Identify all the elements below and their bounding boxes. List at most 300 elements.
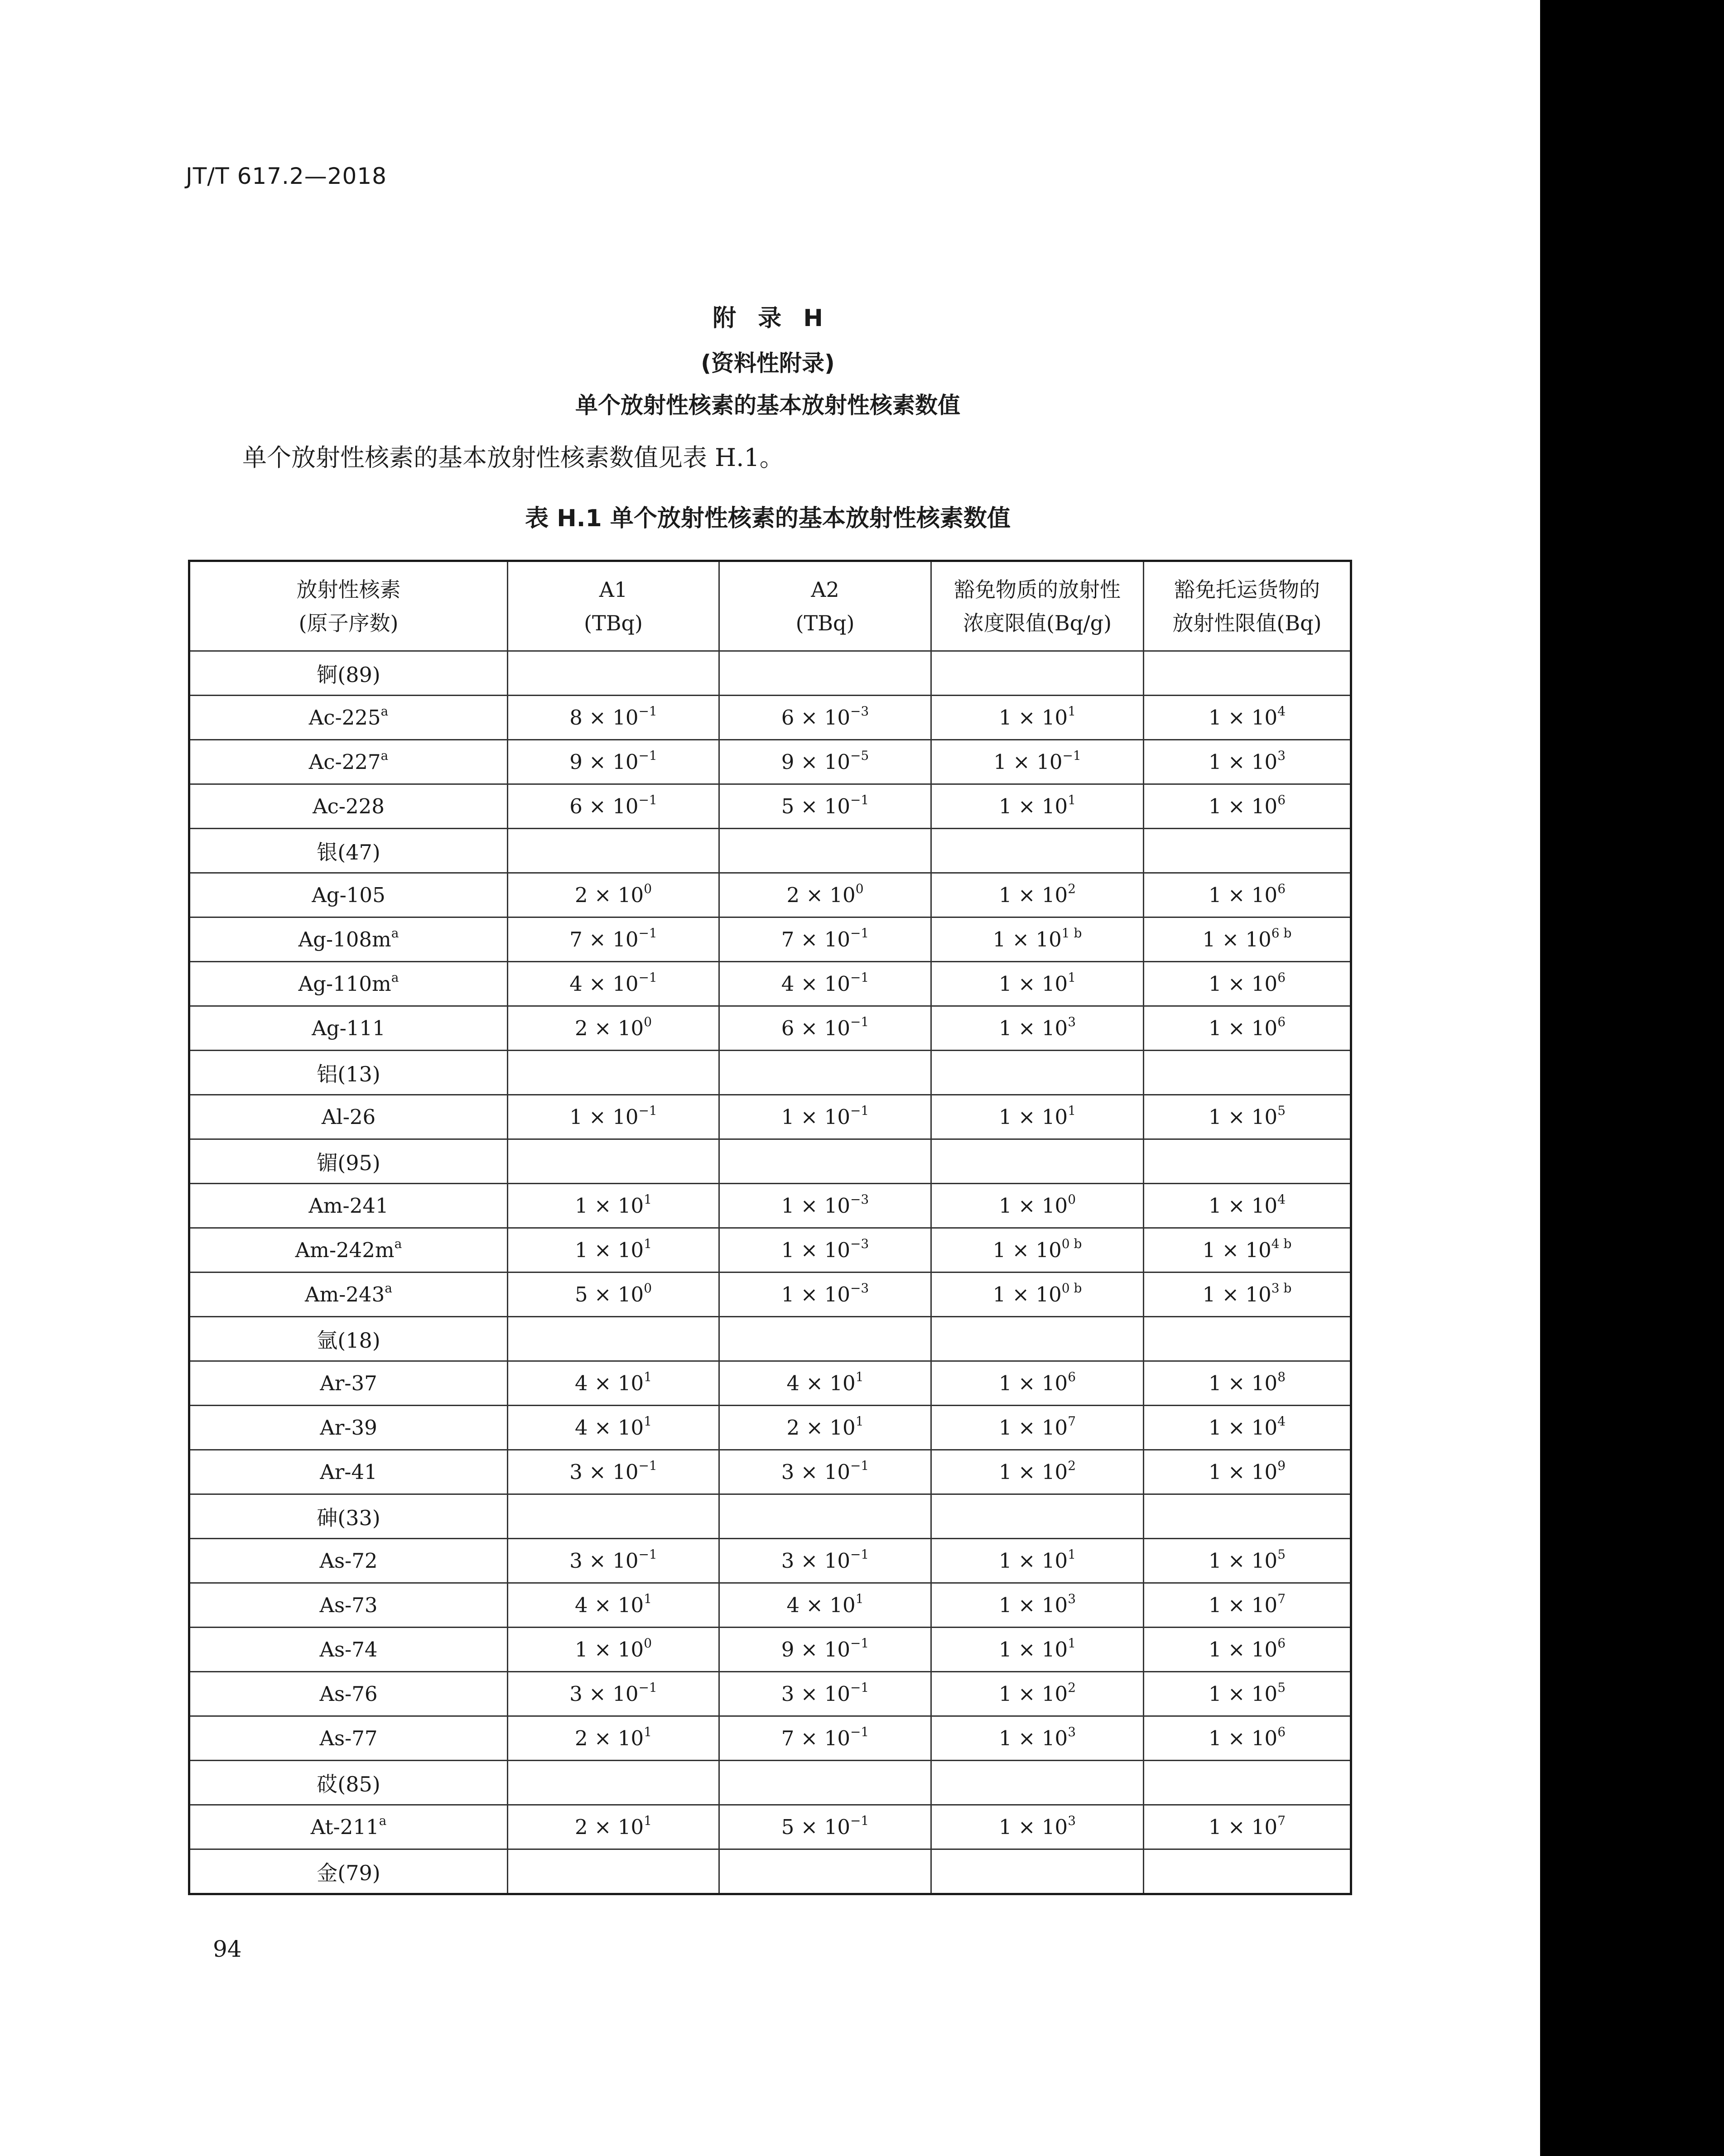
exempt-consignment-value (1144, 1228, 1351, 1272)
exponent-text: 4 (1271, 1236, 1280, 1251)
value-mantissa: 1 × 10 (998, 794, 1068, 818)
exponent-text: 1 (1068, 970, 1076, 985)
value-mantissa: 1 × 10 (1208, 1016, 1278, 1040)
value-exponent (1062, 926, 1082, 941)
header-line: 放射性核素 (296, 577, 401, 602)
nuclide-row (189, 1805, 1351, 1849)
nuclide-label: Ac-227 (308, 750, 381, 774)
value-mantissa: 2 × 10 (574, 883, 644, 907)
exponent-text: −1 (850, 792, 869, 807)
exponent-text: −1 (638, 970, 657, 985)
exponent-text: 1 (644, 1724, 652, 1739)
exponent-text: −1 (850, 1680, 869, 1695)
exponent-text: 0 (1068, 1192, 1076, 1207)
nuclide-label: Am-243 (305, 1282, 385, 1306)
value-mantissa: 1 × 10 (574, 1637, 644, 1661)
value-mantissa: 1 × 10 (1208, 972, 1278, 996)
value-exponent (638, 1547, 657, 1562)
exempt-consignment-value (1144, 1805, 1351, 1849)
nuclide-name (189, 917, 508, 962)
element-row (189, 1849, 1351, 1894)
a1-value (508, 1583, 719, 1628)
exempt-concentration-value (931, 1628, 1144, 1672)
value-exponent (1068, 792, 1076, 807)
footnote-mark: a (394, 1236, 402, 1251)
value-mantissa: 1 × 10 (998, 1016, 1068, 1040)
footnote-mark: b (1279, 926, 1292, 941)
value-exponent (1277, 1103, 1286, 1118)
nuclide-row (189, 1095, 1351, 1139)
exponent-text: 4 (1277, 704, 1286, 719)
a1-value (508, 873, 719, 917)
value-mantissa: 3 × 10 (781, 1549, 850, 1573)
exponent-text: 6 (1277, 970, 1286, 985)
value-mantissa: 3 × 10 (569, 1460, 639, 1484)
exempt-consignment-value (1144, 1539, 1351, 1583)
value-exponent (638, 926, 657, 941)
value-mantissa: 7 × 10 (781, 927, 850, 951)
nuclide-label: Ar-39 (320, 1416, 377, 1440)
value-mantissa: 2 × 10 (574, 1016, 644, 1040)
value-mantissa: 1 × 10 (1208, 1726, 1278, 1750)
nuclide-name (189, 1716, 508, 1761)
value-exponent (850, 1724, 869, 1739)
value-mantissa: 1 × 10 (574, 1238, 644, 1262)
a2-value (719, 740, 931, 784)
nuclide-name (189, 1583, 508, 1628)
footnote-mark: a (391, 926, 399, 941)
appendix-title: 附 录 H (713, 305, 823, 332)
element-name: 氩(18) (189, 1317, 508, 1361)
exponent-text: −1 (850, 970, 869, 985)
value-mantissa: 1 × 10 (1208, 1460, 1278, 1484)
value-exponent (850, 1103, 869, 1118)
exempt-consignment-value (1144, 1272, 1351, 1317)
value-mantissa: 3 × 10 (781, 1682, 850, 1706)
value-exponent (850, 970, 869, 985)
value-exponent (638, 1458, 657, 1473)
value-mantissa: 1 × 10 (1202, 1282, 1271, 1306)
exponent-text: 7 (1277, 1813, 1286, 1828)
value-mantissa: 1 × 10 (998, 1194, 1068, 1218)
value-mantissa: 1 × 10 (992, 927, 1062, 951)
exponent-text: 2 (1068, 881, 1076, 896)
exponent-text: −1 (850, 1636, 869, 1651)
exponent-text: 4 (1277, 1414, 1286, 1429)
nuclide-name (189, 740, 508, 784)
exponent-text: 0 (855, 881, 864, 896)
exponent-text: −1 (850, 1014, 869, 1029)
value-exponent (1068, 1103, 1076, 1118)
nuclide-name (189, 1672, 508, 1716)
value-exponent (1277, 1369, 1286, 1384)
element-name: 镅(95) (189, 1139, 508, 1184)
exempt-consignment-value (1144, 696, 1351, 740)
nuclide-table (188, 560, 1352, 1895)
exponent-text: −1 (638, 792, 657, 807)
value-mantissa: 4 × 10 (574, 1371, 644, 1395)
value-exponent (1068, 1636, 1076, 1651)
empty-cell (719, 651, 931, 696)
exponent-text: 1 (1068, 1547, 1076, 1562)
value-mantissa: 1 × 10 (1208, 1416, 1278, 1440)
a1-value (508, 1095, 719, 1139)
exponent-text: 3 (1068, 1813, 1076, 1828)
value-exponent (1062, 748, 1081, 763)
value-mantissa: 4 × 10 (574, 1416, 644, 1440)
a1-value (508, 1628, 719, 1672)
value-exponent (638, 748, 657, 763)
a2-value (719, 696, 931, 740)
exponent-text: 6 (1277, 1636, 1286, 1651)
a2-value (719, 1228, 931, 1272)
element-name: 砷(33) (189, 1494, 508, 1539)
exponent-text: −3 (850, 1192, 869, 1207)
value-exponent (644, 1414, 652, 1429)
value-mantissa: 1 × 10 (992, 1238, 1062, 1262)
nuclide-name (189, 962, 508, 1006)
exponent-text: −5 (850, 748, 869, 763)
empty-cell (931, 1494, 1144, 1539)
exponent-text: −1 (638, 1547, 657, 1562)
nuclide-row (189, 1450, 1351, 1494)
exponent-text: 0 (644, 1281, 652, 1296)
nuclide-label: Ar-41 (320, 1460, 377, 1484)
nuclide-label: Am-242m (295, 1238, 395, 1262)
element-row (189, 1051, 1351, 1095)
value-mantissa: 1 × 10 (1208, 1637, 1278, 1661)
value-mantissa: 1 × 10 (992, 1282, 1062, 1306)
element-name: 铝(13) (189, 1051, 508, 1095)
a1-value (508, 1716, 719, 1761)
exempt-consignment-value (1144, 1628, 1351, 1672)
element-row (189, 1761, 1351, 1805)
exempt-concentration-value (931, 1583, 1144, 1628)
value-mantissa: 7 × 10 (569, 927, 639, 951)
exponent-text: −1 (638, 1103, 657, 1118)
empty-cell (719, 829, 931, 873)
value-mantissa: 4 × 10 (786, 1371, 856, 1395)
value-mantissa: 1 × 10 (1208, 1815, 1278, 1839)
exponent-text: 5 (1277, 1103, 1286, 1118)
exempt-concentration-value (931, 1184, 1144, 1228)
nuclide-label: As-77 (319, 1726, 378, 1750)
value-exponent (644, 1724, 652, 1739)
standard-code: JT/T 617.2—2018 (186, 163, 387, 189)
value-exponent (644, 1636, 652, 1651)
header-line: A1 (599, 577, 628, 602)
exponent-text: 3 (1277, 748, 1286, 763)
value-mantissa: 9 × 10 (569, 750, 639, 774)
exponent-text: 6 (1277, 1724, 1286, 1739)
value-mantissa: 1 × 10 (998, 1549, 1068, 1573)
footnote-mark: a (391, 970, 399, 985)
exponent-text: 9 (1277, 1458, 1286, 1473)
value-mantissa: 8 × 10 (569, 706, 639, 730)
a1-value (508, 1272, 719, 1317)
value-mantissa: 1 × 10 (998, 1416, 1068, 1440)
value-exponent (1277, 1414, 1286, 1429)
nuclide-label: At-211 (310, 1815, 379, 1839)
value-exponent (644, 1591, 652, 1606)
value-mantissa: 5 × 10 (781, 1815, 850, 1839)
table-caption: 表 H.1 单个放射性核素的基本放射性核素数值 (525, 505, 1011, 532)
value-exponent (1068, 881, 1076, 896)
nuclide-label: As-72 (319, 1549, 378, 1573)
exempt-concentration-value (931, 1539, 1144, 1583)
value-mantissa: 1 × 10 (1208, 1194, 1278, 1218)
empty-cell (719, 1761, 931, 1805)
exponent-text: 7 (1068, 1414, 1076, 1429)
header-line: 豁免托运货物的 (1174, 577, 1320, 602)
value-exponent (1277, 1547, 1286, 1562)
empty-cell (508, 1139, 719, 1184)
value-mantissa: 1 × 10 (1202, 927, 1271, 951)
a2-value (719, 1361, 931, 1406)
empty-cell (1144, 1761, 1351, 1805)
value-mantissa: 5 × 10 (781, 794, 850, 818)
value-mantissa: 1 × 10 (781, 1238, 850, 1262)
value-exponent (850, 704, 869, 719)
nuclide-row (189, 873, 1351, 917)
value-mantissa: 1 × 10 (1208, 883, 1278, 907)
exempt-consignment-value (1144, 1406, 1351, 1450)
nuclide-name (189, 1272, 508, 1317)
exempt-concentration-value (931, 1272, 1144, 1317)
nuclide-row (189, 1583, 1351, 1628)
value-mantissa: 1 × 10 (998, 1726, 1068, 1750)
exponent-text: 6 (1277, 881, 1286, 896)
value-exponent (1068, 970, 1076, 985)
exponent-text: −3 (850, 704, 869, 719)
a1-value (508, 1006, 719, 1051)
value-mantissa: 1 × 10 (1208, 706, 1278, 730)
nuclide-label: Ag-111 (312, 1016, 385, 1040)
value-mantissa: 1 × 10 (1208, 1593, 1278, 1617)
header-line: 豁免物质的放射性 (954, 577, 1121, 602)
value-exponent (1068, 1680, 1076, 1695)
exponent-text: 3 (1271, 1281, 1280, 1296)
footnote-mark: b (1279, 1236, 1292, 1251)
exponent-text: 5 (1277, 1547, 1286, 1562)
exempt-consignment-value (1144, 1672, 1351, 1716)
exempt-concentration-value (931, 917, 1144, 962)
nuclide-name (189, 696, 508, 740)
nuclide-row (189, 1406, 1351, 1450)
a2-value (719, 1583, 931, 1628)
value-exponent (1277, 704, 1286, 719)
value-mantissa: 1 × 10 (998, 1593, 1068, 1617)
a2-value (719, 1006, 931, 1051)
nuclide-name (189, 1539, 508, 1583)
a2-value (719, 873, 931, 917)
nuclide-row (189, 1539, 1351, 1583)
nuclide-row (189, 1184, 1351, 1228)
nuclide-label: Ag-105 (312, 883, 385, 907)
value-exponent (1068, 1591, 1076, 1606)
value-exponent (638, 792, 657, 807)
a1-value (508, 1805, 719, 1849)
value-exponent (644, 1192, 652, 1207)
value-exponent (850, 748, 869, 763)
empty-cell (1144, 1051, 1351, 1095)
footnote-mark: b (1069, 1281, 1082, 1296)
exponent-text: −1 (850, 1724, 869, 1739)
exponent-text: 5 (1277, 1680, 1286, 1695)
a1-value (508, 1361, 719, 1406)
exempt-concentration-value (931, 696, 1144, 740)
a2-value (719, 1805, 931, 1849)
value-mantissa: 4 × 10 (574, 1593, 644, 1617)
nuclide-label: Am-241 (308, 1194, 389, 1218)
value-mantissa: 1 × 10 (1202, 1238, 1271, 1262)
empty-cell (508, 1761, 719, 1805)
value-exponent (850, 1547, 869, 1562)
a2-value (719, 1539, 931, 1583)
exponent-text: 1 (1068, 1636, 1076, 1651)
exponent-text: 1 (1061, 926, 1070, 941)
nuclide-label: As-74 (319, 1637, 378, 1661)
footnote-mark: a (379, 1813, 387, 1828)
value-exponent (1068, 704, 1076, 719)
empty-cell (719, 1317, 931, 1361)
exempt-consignment-value (1144, 1716, 1351, 1761)
value-mantissa: 1 × 10 (1208, 1371, 1278, 1395)
nuclide-row (189, 696, 1351, 740)
value-exponent (1277, 970, 1286, 985)
value-exponent (850, 1458, 869, 1473)
value-exponent (1277, 792, 1286, 807)
exempt-consignment-value (1144, 1184, 1351, 1228)
empty-cell (719, 1051, 931, 1095)
exponent-text: 0 (644, 1636, 652, 1651)
empty-cell (931, 1139, 1144, 1184)
a2-value (719, 1450, 931, 1494)
exempt-concentration-value (931, 1406, 1144, 1450)
value-mantissa: 1 × 10 (998, 1637, 1068, 1661)
table-body (189, 651, 1351, 1894)
exempt-concentration-value (931, 1450, 1144, 1494)
value-exponent (856, 1591, 864, 1606)
nuclide-row (189, 962, 1351, 1006)
value-exponent (1277, 748, 1286, 763)
empty-cell (931, 1761, 1144, 1805)
empty-cell (508, 651, 719, 696)
value-mantissa: 1 × 10 (1208, 1682, 1278, 1706)
value-exponent (1068, 1547, 1076, 1562)
exponent-text: −3 (850, 1281, 869, 1296)
a1-value (508, 1228, 719, 1272)
exponent-text: 1 (1068, 1103, 1076, 1118)
exponent-text: 6 (1068, 1369, 1076, 1384)
a2-value (719, 962, 931, 1006)
value-mantissa: 1 × 10 (1208, 1549, 1278, 1573)
a1-value (508, 696, 719, 740)
empty-cell (931, 1849, 1144, 1894)
exponent-text: −1 (850, 1458, 869, 1473)
exempt-consignment-value (1144, 1006, 1351, 1051)
empty-cell (1144, 1317, 1351, 1361)
exponent-text: 0 (644, 881, 652, 896)
exponent-text: −1 (850, 1103, 869, 1118)
value-mantissa: 2 × 10 (786, 883, 856, 907)
a1-value (508, 1406, 719, 1450)
exempt-consignment-value (1144, 1450, 1351, 1494)
footnote-mark: a (385, 1281, 392, 1296)
footnote-mark: b (1069, 926, 1082, 941)
exponent-text: 1 (855, 1591, 864, 1606)
a2-value (719, 1716, 931, 1761)
nuclide-row (189, 1006, 1351, 1051)
exponent-text: −1 (1062, 748, 1081, 763)
a1-value (508, 784, 719, 829)
value-exponent (644, 1014, 652, 1029)
exponent-text: 1 (644, 1813, 652, 1828)
empty-cell (719, 1849, 931, 1894)
value-mantissa: 2 × 10 (574, 1815, 644, 1839)
a2-value (719, 1672, 931, 1716)
a2-value (719, 1272, 931, 1317)
value-exponent (850, 926, 869, 941)
a2-value (719, 784, 931, 829)
header-nuclide (189, 561, 508, 651)
element-name: 锕(89) (189, 651, 508, 696)
a2-value (719, 1095, 931, 1139)
exempt-concentration-value (931, 740, 1144, 784)
nuclide-row (189, 1272, 1351, 1317)
empty-cell (508, 1494, 719, 1539)
value-mantissa: 9 × 10 (781, 750, 850, 774)
value-mantissa: 1 × 10 (993, 750, 1063, 774)
value-exponent (850, 1680, 869, 1695)
empty-cell (1144, 1139, 1351, 1184)
empty-cell (508, 1051, 719, 1095)
nuclide-name (189, 1450, 508, 1494)
value-mantissa: 1 × 10 (569, 1105, 639, 1129)
exponent-text: 4 (1277, 1192, 1286, 1207)
value-exponent (1068, 1414, 1076, 1429)
value-exponent (644, 881, 652, 896)
footnote-mark: b (1069, 1236, 1082, 1251)
value-mantissa: 3 × 10 (569, 1549, 639, 1573)
exponent-text: 6 (1271, 926, 1280, 941)
value-exponent (638, 1103, 657, 1118)
page-number: 94 (213, 1936, 242, 1962)
element-row (189, 1494, 1351, 1539)
value-exponent (1271, 1281, 1292, 1296)
value-mantissa: 6 × 10 (781, 1016, 850, 1040)
value-exponent (850, 1813, 869, 1828)
exempt-consignment-value (1144, 784, 1351, 829)
nuclide-row (189, 784, 1351, 829)
nuclide-label: As-73 (319, 1593, 378, 1617)
value-mantissa: 1 × 10 (998, 883, 1068, 907)
value-mantissa: 1 × 10 (781, 1194, 850, 1218)
nuclide-name (189, 1805, 508, 1849)
value-exponent (1068, 1192, 1076, 1207)
nuclide-label: Al-26 (321, 1105, 376, 1129)
value-exponent (644, 1236, 652, 1251)
exponent-text: 3 (1068, 1014, 1076, 1029)
value-exponent (856, 1369, 864, 1384)
exponent-text: −1 (850, 1547, 869, 1562)
page-margin-band (1540, 0, 1724, 2156)
nuclide-name (189, 1228, 508, 1272)
footnote-mark: a (380, 748, 389, 763)
element-name: 银(47) (189, 829, 508, 873)
value-exponent (638, 970, 657, 985)
exempt-concentration-value (931, 1095, 1144, 1139)
